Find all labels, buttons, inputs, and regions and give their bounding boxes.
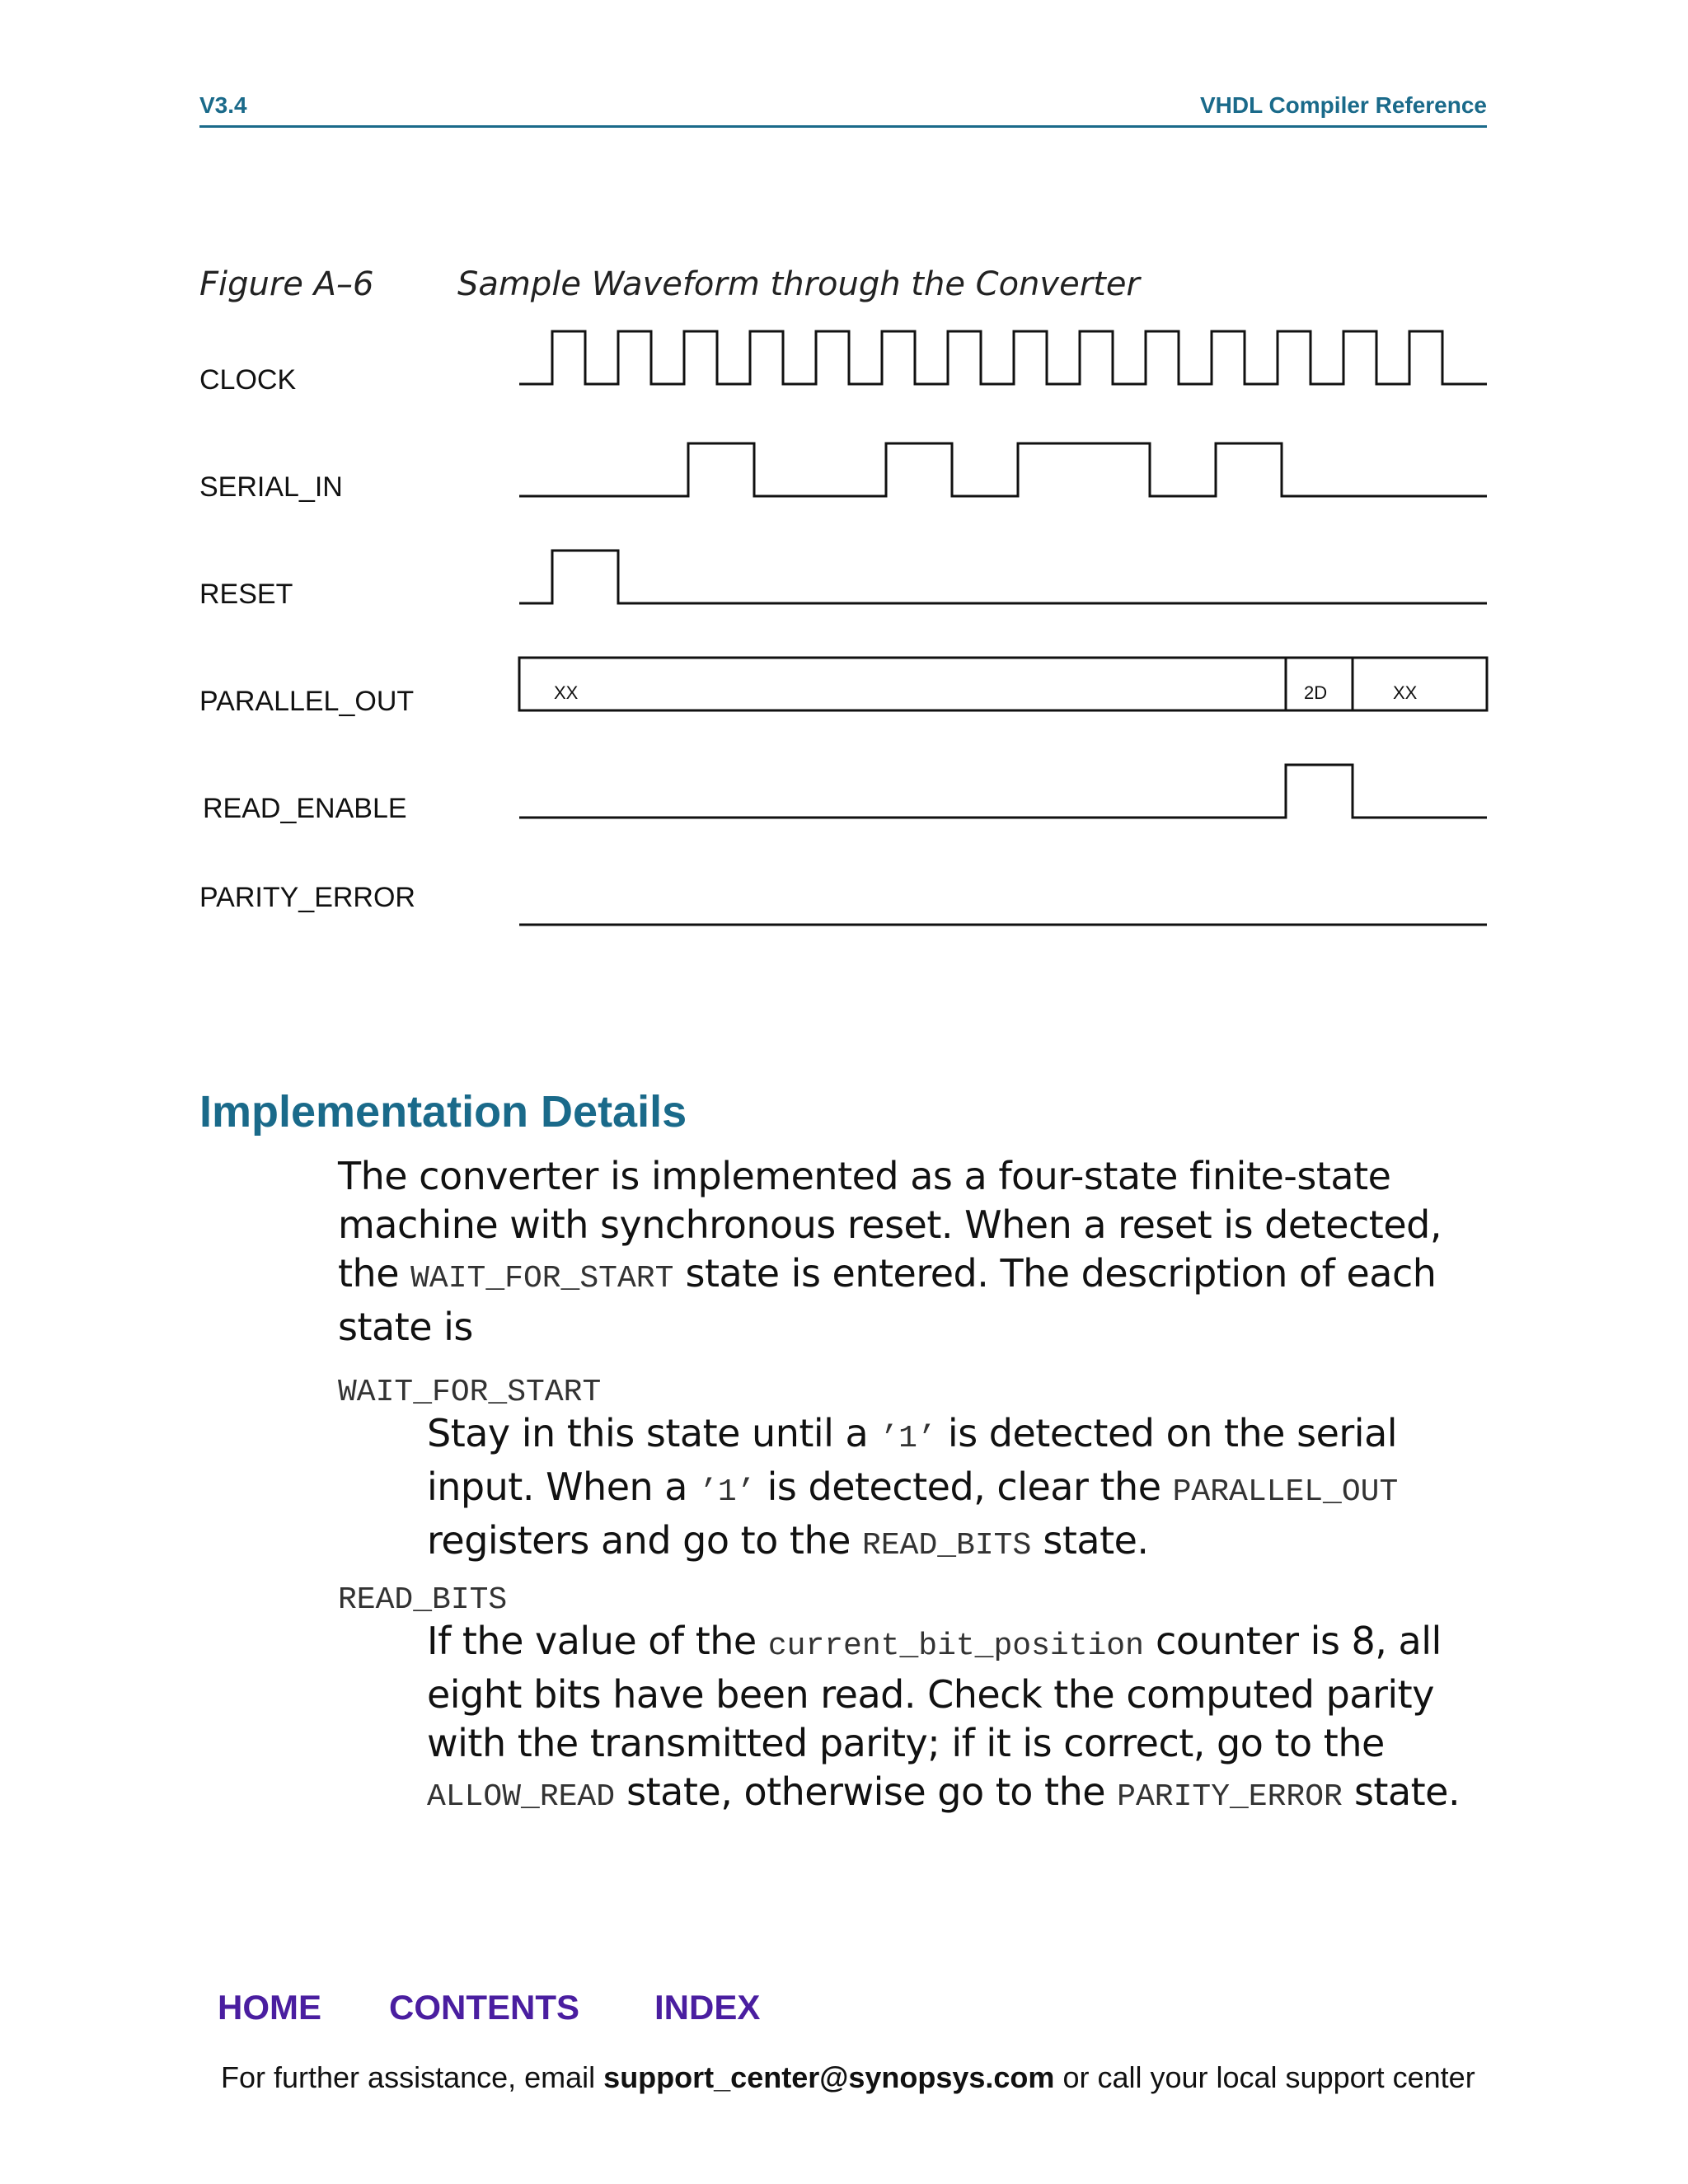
state-definition-read-bits [427, 1617, 1498, 1821]
footer-text-pre: For further assistance, email [221, 2060, 604, 2094]
def2-code-2: ALLOW_READ [427, 1779, 616, 1815]
parallel-out-bus [519, 658, 1487, 710]
state-definition-wait-for-start [427, 1409, 1498, 1570]
def1-code-1: ’1’ [879, 1421, 936, 1456]
parallel-out-value-1: XX [554, 682, 579, 703]
index-link[interactable]: INDEX [654, 1988, 761, 2027]
def1-code-4: READ_BITS [862, 1528, 1032, 1563]
waveform-diagram [0, 0, 1688, 989]
support-email-link[interactable]: support_center@synopsys.com [603, 2060, 1055, 2094]
contents-link[interactable]: CONTENTS [389, 1988, 579, 2027]
read-enable-wave [519, 765, 1487, 818]
def2-text-4: state. [1342, 1769, 1461, 1814]
header-title: VHDL Compiler Reference [1199, 92, 1487, 118]
footer-support [221, 2060, 1475, 2095]
state-term-wait-for-start: WAIT_FOR_START [338, 1375, 602, 1410]
def1-text-3: is detected, clear the [755, 1465, 1173, 1509]
def1-text-1: Stay in this state until a [427, 1411, 880, 1455]
reset-wave [519, 551, 1487, 603]
signal-label-reset: RESET [199, 579, 293, 610]
def1-code-3: PARALLEL_OUT [1172, 1474, 1399, 1510]
parallel-out-value-2: 2D [1304, 682, 1328, 703]
figure-number: Figure A–6 [199, 265, 374, 303]
def1-text-2: is detected on the serial input. When a [427, 1411, 1398, 1509]
def1-code-2: ’1’ [699, 1474, 756, 1510]
footer-text-post: or call your local support center [1054, 2060, 1475, 2094]
signal-label-serial-in: SERIAL_IN [199, 471, 343, 503]
def2-text-2: counter is 8, all eight bits have been read. Check the computed parity with the transmitted parity; if it is correct, go to the [427, 1619, 1442, 1765]
def2-text-3: state, otherwise go to the [615, 1769, 1118, 1814]
intro-text-b: state is entered. The description of each state is [338, 1251, 1437, 1349]
def2-code-3: PARITY_ERROR [1117, 1779, 1343, 1815]
def1-text-4: registers and go to the [427, 1518, 863, 1563]
intro-paragraph [338, 1152, 1492, 1352]
header-version: V3.4 [199, 92, 247, 118]
def2-text-1: If the value of the [427, 1619, 768, 1663]
signal-label-read-enable: READ_ENABLE [203, 793, 407, 824]
signal-label-clock: CLOCK [199, 364, 297, 396]
intro-code: WAIT_FOR_START [410, 1261, 674, 1296]
intro-text-a: The converter is implemented as a four-state finite-state machine with synchronous reset. When a reset is detected, the [338, 1154, 1442, 1296]
figure-title: Sample Waveform through the Converter [457, 265, 1140, 303]
def1-text-5: state. [1031, 1518, 1149, 1563]
serial-in-wave [519, 443, 1487, 496]
signal-label-parallel-out: PARALLEL_OUT [199, 686, 415, 717]
section-heading: Implementation Details [199, 1087, 687, 1137]
def2-code-1: current_bit_position [767, 1629, 1144, 1664]
home-link[interactable]: HOME [218, 1988, 321, 2027]
parallel-out-value-3: XX [1393, 682, 1418, 703]
signal-label-parity-error: PARITY_ERROR [199, 882, 415, 913]
clock-wave [519, 331, 1487, 384]
state-term-read-bits: READ_BITS [338, 1582, 508, 1618]
